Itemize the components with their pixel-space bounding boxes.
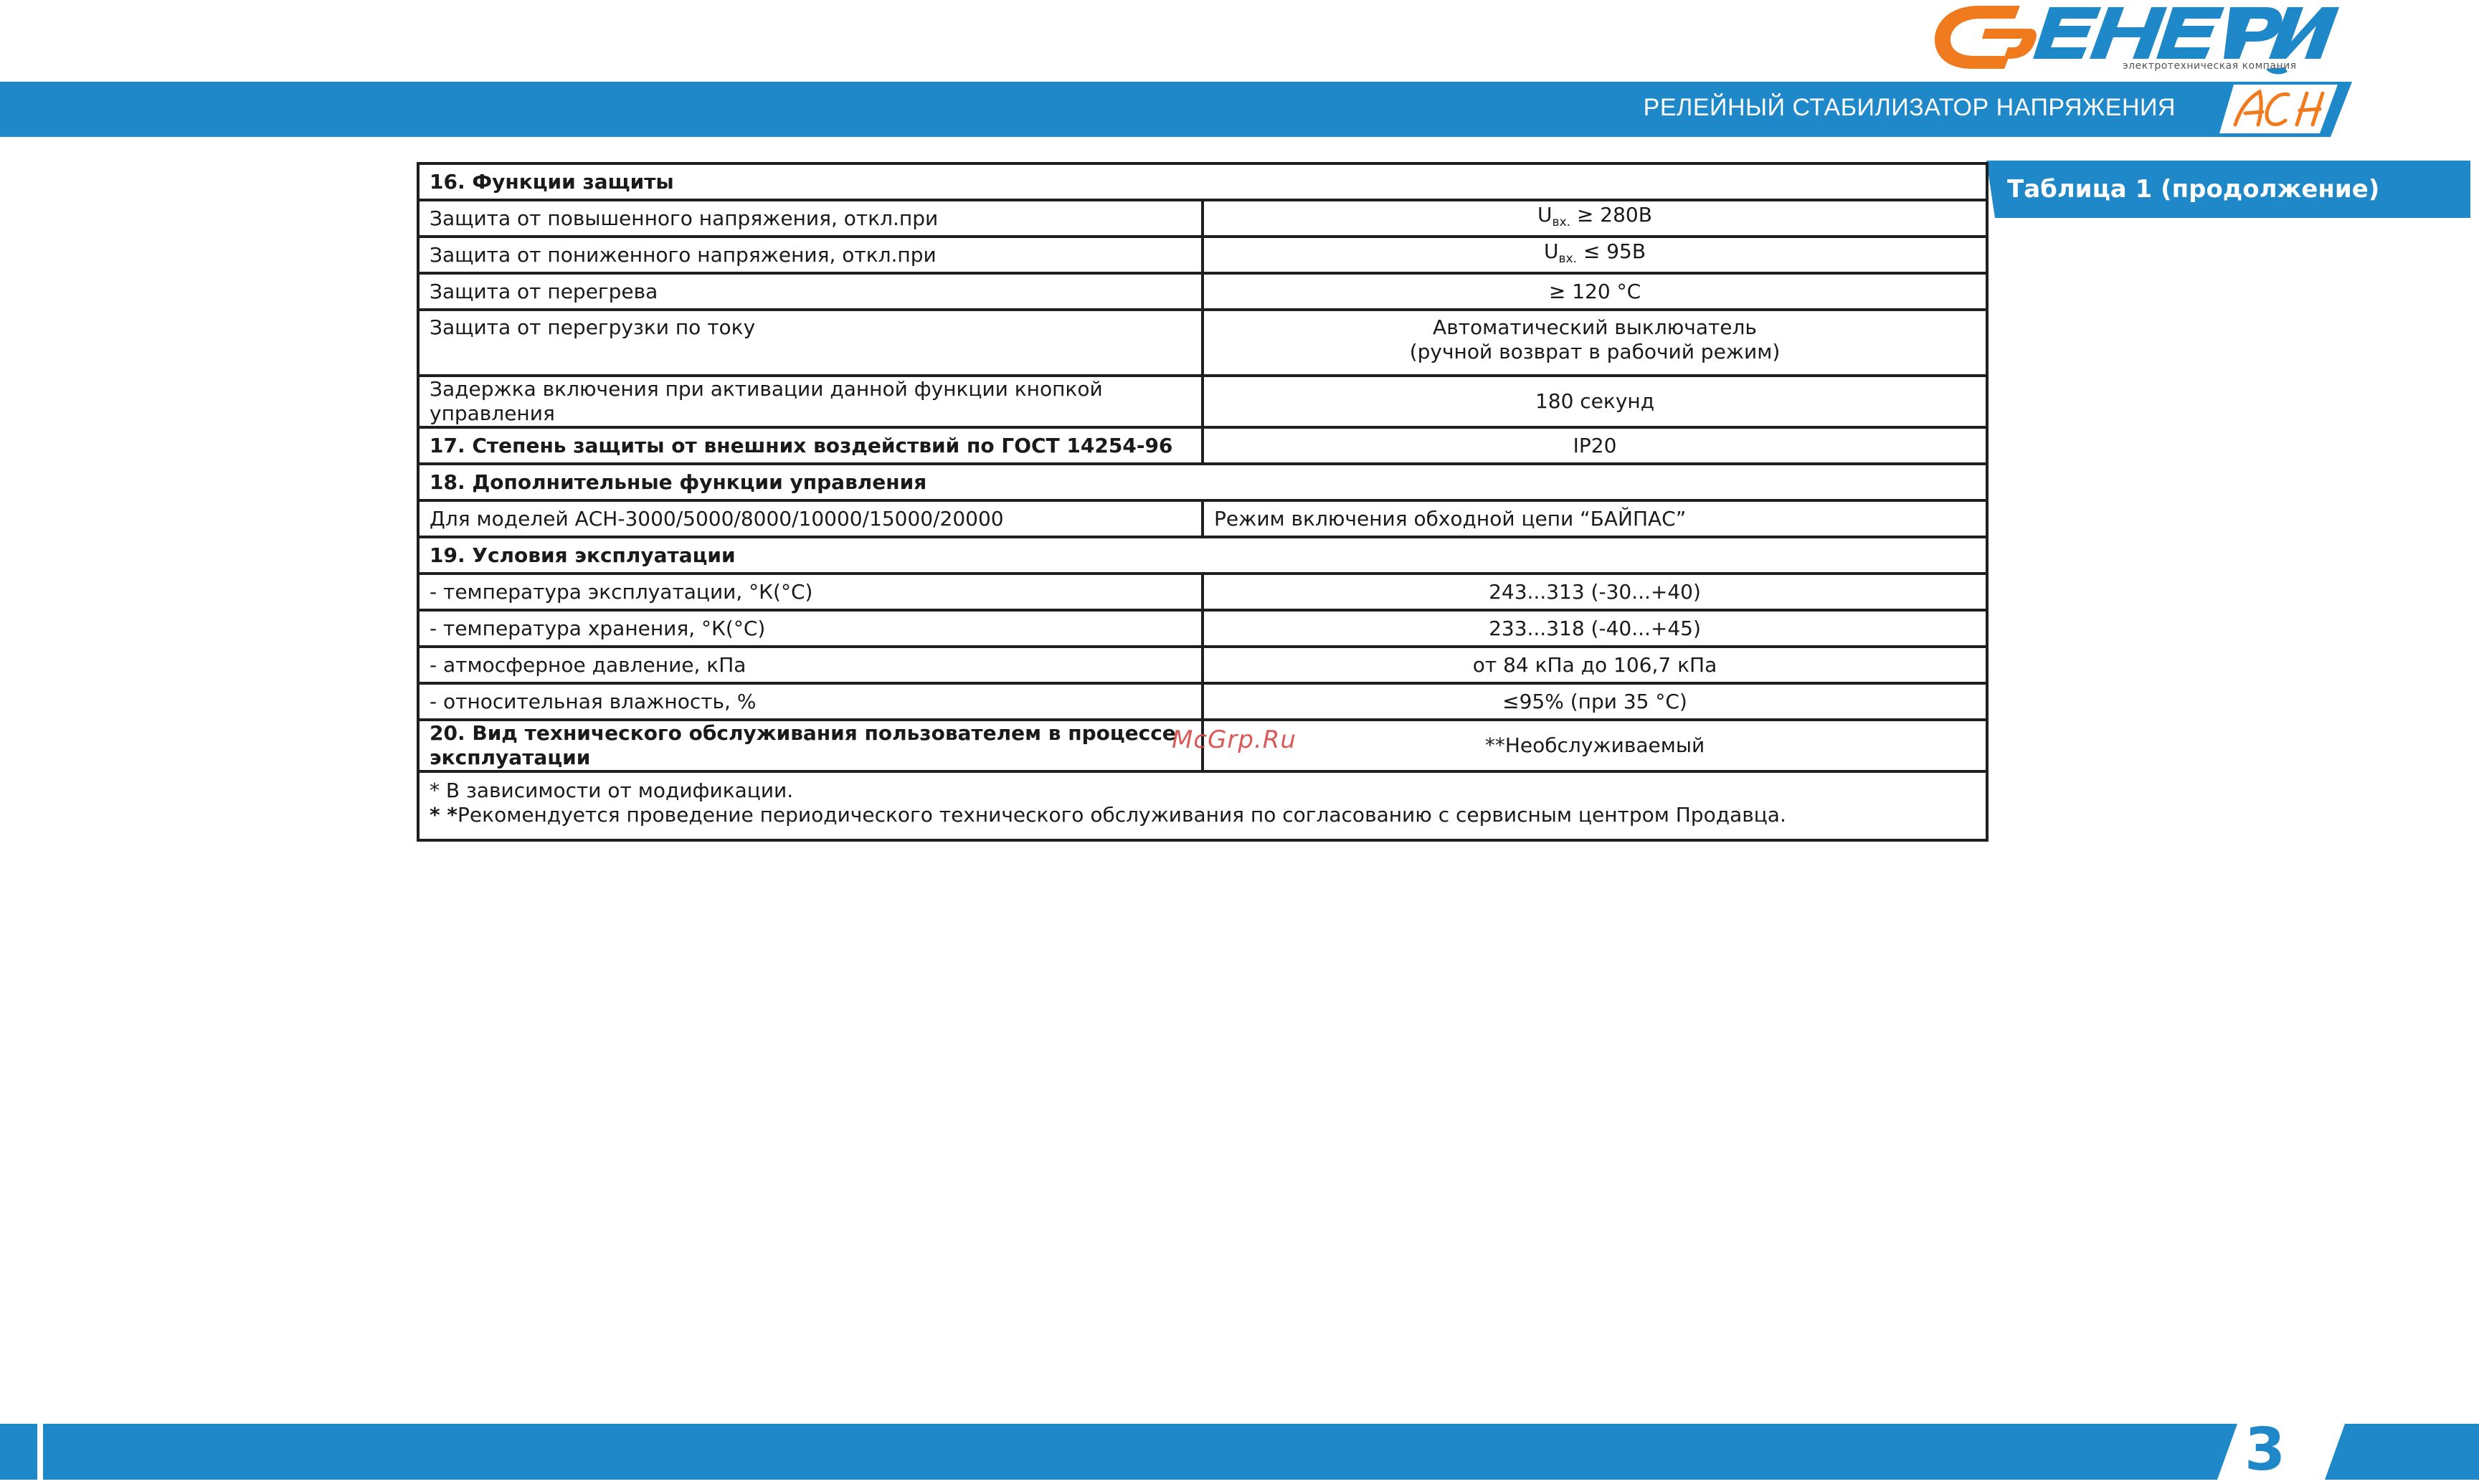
table-row: [418, 647, 1987, 683]
table-row: [418, 310, 1987, 376]
section-title-16: 16. Функции защиты: [418, 163, 1987, 200]
param-name: - относительная влажность, %: [418, 683, 1203, 720]
u-subscript: вх.: [1552, 214, 1571, 229]
param-name: - температура хранения, °К(°С): [418, 610, 1203, 647]
param-name: - температура эксплуатации, °К(°С): [418, 574, 1203, 610]
footer-bar: [0, 1424, 2479, 1480]
table-caption: Таблица 1 (продолжение): [2007, 175, 2380, 204]
notes-row: [418, 771, 1987, 840]
param-name: Для моделей АСН-3000/5000/8000/10000/15000/20000: [418, 500, 1203, 537]
param-name: - атмосферное давление, кПа: [418, 647, 1203, 683]
section-row: [418, 464, 1987, 500]
watermark: McGrp.Ru: [1172, 726, 1297, 754]
table-row: [418, 574, 1987, 610]
logo-subtitle: электротехническая компания: [2123, 60, 2297, 72]
section-title-19: 19. Условия эксплуатации: [418, 537, 1987, 574]
param-value-line-1: Автоматический выключатель: [1433, 315, 1757, 339]
param-value: 233...318 (-40...+45): [1203, 610, 1987, 647]
header-title: РЕЛЕЙНЫЙ СТАБИЛИЗАТОР НАПРЯЖЕНИЯ: [1643, 94, 2176, 121]
u-symbol: U: [1543, 239, 1559, 263]
table-row: [418, 200, 1987, 237]
param-name: Задержка включения при активации данной функции кнопкой управления: [418, 376, 1203, 427]
section-row: [418, 163, 1987, 200]
param-value: от 84 кПа до 106,7 кПа: [1203, 647, 1987, 683]
table-row: [418, 273, 1987, 310]
param-name: Защита от перегрева: [418, 273, 1203, 310]
param-value: Режим включения обходной цепи “БАЙПАС”: [1203, 500, 1987, 537]
footnote-1: * В зависимости от модификации.: [430, 779, 794, 802]
section-row: [418, 537, 1987, 574]
section-title-20: 20. Вид технического обслуживания пользователем в процессе эксплуатации: [418, 720, 1203, 771]
table-row: [418, 610, 1987, 647]
param-name: Защита от повышенного напряжения, откл.при: [418, 200, 1203, 237]
param-value: 180 секунд: [1203, 376, 1987, 427]
threshold-value: ≥ 280В: [1570, 202, 1652, 227]
param-value: ≤95% (при 35 °С): [1203, 683, 1987, 720]
page-number: 3: [2245, 1416, 2286, 1484]
param-value: 243...313 (-30...+40): [1203, 574, 1987, 610]
param-name: Защита от перегрузки по току: [418, 310, 1203, 376]
table-row: [418, 237, 1987, 273]
footnotes: [418, 771, 1987, 840]
u-subscript: вх.: [1558, 251, 1577, 266]
param-value: [1203, 237, 1987, 273]
table-row: [418, 500, 1987, 537]
param-value: [1203, 200, 1987, 237]
section-title-17: 17. Степень защиты от внешних воздействий по ГОСТ 14254-96: [418, 427, 1203, 464]
u-symbol: U: [1537, 202, 1553, 227]
param-value: **Необслуживаемый: [1203, 720, 1987, 771]
param-value: ≥ 120 °С: [1203, 273, 1987, 310]
param-name: Защита от пониженного напряжения, откл.при: [418, 237, 1203, 273]
param-value: [1203, 310, 1987, 376]
footnote-2-text: Рекомендуется проведение периодического технического обслуживания по согласованию с сервисным центром Продавца.: [458, 803, 1786, 827]
param-value: IP20: [1203, 427, 1987, 464]
section-row: [418, 427, 1987, 464]
table-row: [418, 376, 1987, 427]
threshold-value: ≤ 95В: [1576, 239, 1646, 263]
footnote-2-mark: * *: [430, 803, 458, 827]
acn-series-mark: [2219, 83, 2338, 135]
footnote-2: [430, 803, 1976, 827]
section-title-18: 18. Дополнительные функции управления: [418, 464, 1987, 500]
param-value-line-2: (ручной возврат в рабочий режим): [1409, 340, 1781, 363]
table-row: [418, 683, 1987, 720]
